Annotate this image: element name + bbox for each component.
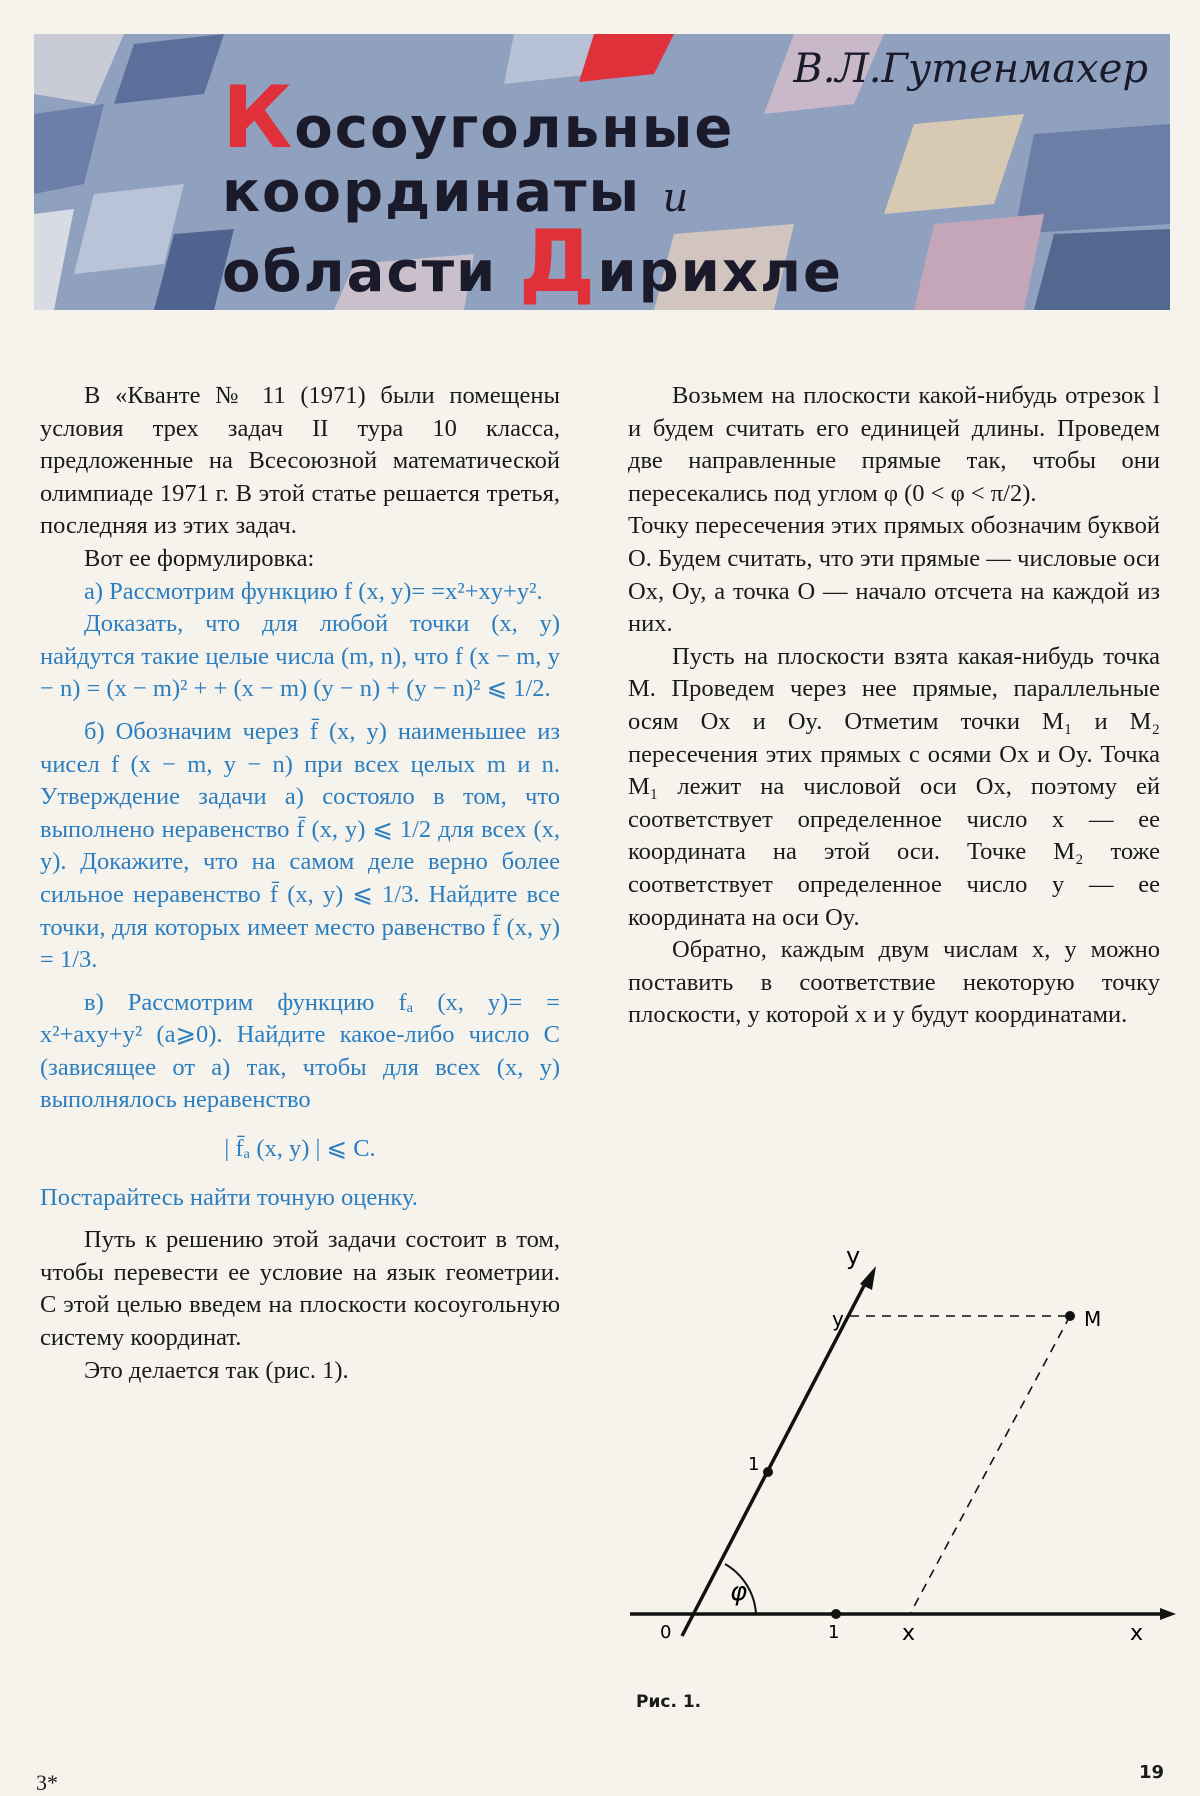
author-signature: В.Л.Гутенмахер [793, 46, 1148, 92]
right-column [628, 380, 1160, 1032]
unit-point-x [831, 1609, 841, 1619]
paragraph: Возьмем на плоскости какой-нибудь отрезок l и будем считать его единицей длины. Проведем две направленные прямые так, чтобы они пересекались под углом φ (0 < φ < π/2). [628, 382, 1160, 507]
paragraph: Точку пересечения этих прямых обозначим буквой O. Будем считать, что эти прямые — числовые оси Ox, Oy, а точка O — начало отсчета на каждой из них. [628, 512, 1160, 638]
signature-mark: 3* [36, 1770, 58, 1795]
paragraph: В «Кванте № 11 (1971) были помещены условия трех задач II тура 10 класса, предложенные на Всесоюзной математической олимпиаде 1971 г. В этой статье решается третья, последняя из этих задач. [40, 382, 560, 540]
label-phi: φ [730, 1577, 748, 1607]
label-origin: 0 [660, 1622, 672, 1643]
point-m [1065, 1311, 1075, 1321]
label-y-tick: y [832, 1307, 844, 1331]
title-line-3b: ирихле [597, 240, 844, 305]
paragraph: Обратно, каждым двум числам x, y можно поставить в соответствие некоторую точку плоскости, у которой x и y будут координатами. [628, 936, 1160, 1029]
label-one-x: 1 [828, 1622, 840, 1643]
problem-c-note: Постарайтесь найти точную оценку. [40, 1183, 418, 1211]
figure-1-diagram [620, 1242, 1180, 1646]
problem-a-definition: а) Рассмотрим функцию f (x, y)= =x²+xy+y². [84, 577, 543, 605]
title-capital-k: К [222, 68, 295, 168]
title-line-1: осоугольные [294, 96, 735, 161]
x-axis-arrow [1160, 1608, 1176, 1620]
label-x-tick: x [902, 1621, 916, 1646]
title-line-2: координаты [222, 160, 642, 225]
figure-caption: Рис. 1. [636, 1692, 702, 1712]
article-title [222, 68, 844, 312]
title-capital-d: Д [518, 212, 598, 312]
title-banner [34, 34, 1170, 310]
paragraph: Путь к решению этой задачи состоит в том, чтобы перевести ее условие на язык геометрии. С этой целью введем на плоскости косоугольную систему координат. [40, 1226, 560, 1352]
dashed-line-to-x [910, 1316, 1070, 1614]
problem-c-statement: в) Рассмотрим функцию fₐ (x, y)= = x²+axy+y² (a⩾0). Найдите какое-либо число C (зависящее от a) так, чтобы для всех (x, y) выполнялось неравенство [40, 988, 560, 1114]
y-axis-line [682, 1278, 868, 1636]
page-number: 19 [1138, 1762, 1164, 1783]
unit-point-y [763, 1467, 773, 1477]
title-and: и [662, 175, 691, 221]
problem-c-inequality: | f̄ₐ (x, y) | ⩽ C. [224, 1135, 376, 1163]
label-y-axis: y [846, 1242, 861, 1270]
title-line-3a: области [222, 240, 519, 305]
problem-a-statement: Доказать, что для любой точки (x, y) найдутся такие целые числа (m, n), что f (x − m, y − n) = (x − m)² + + (x − m) (y − n) + (y − n)² ⩽ 1/2. [40, 610, 560, 703]
label-m: M [1084, 1307, 1102, 1331]
paragraph: Пусть на плоскости взята какая-нибудь точка M. Проведем через нее прямые, параллельные осям Ox и Oy. Отметим точки M₁ и M₂ пересечения этих прямых с осями Ox и Oy. Точка M₁ лежит на числовой оси Ox, поэтому ей соответствует определенное число x — ее координата на этой оси. Точке M₂ тоже соответствует определенное число y — ее координата на оси Oy. [628, 642, 1160, 931]
paragraph: Это делается так (рис. 1). [84, 1356, 349, 1384]
left-column [40, 380, 560, 1387]
problem-b-statement: б) Обозначим через f̄ (x, y) наименьшее из чисел f (x − m, y − n) при всех целых m и n. Утверждение задачи а) состояло в том, что выполнено неравенство f̄ (x, y) ⩽ 1/2 для всех (x, y). Докажите, что на самом деле верно более сильное неравенство f̄ (x, y) ⩽ 1/3. Найдите все точки, для которых имеет место равенство f̄ (x, y) = 1/3. [40, 717, 560, 974]
label-x-axis: x [1130, 1621, 1144, 1646]
label-one-y: 1 [748, 1454, 760, 1475]
paragraph: Вот ее формулировка: [84, 544, 315, 572]
